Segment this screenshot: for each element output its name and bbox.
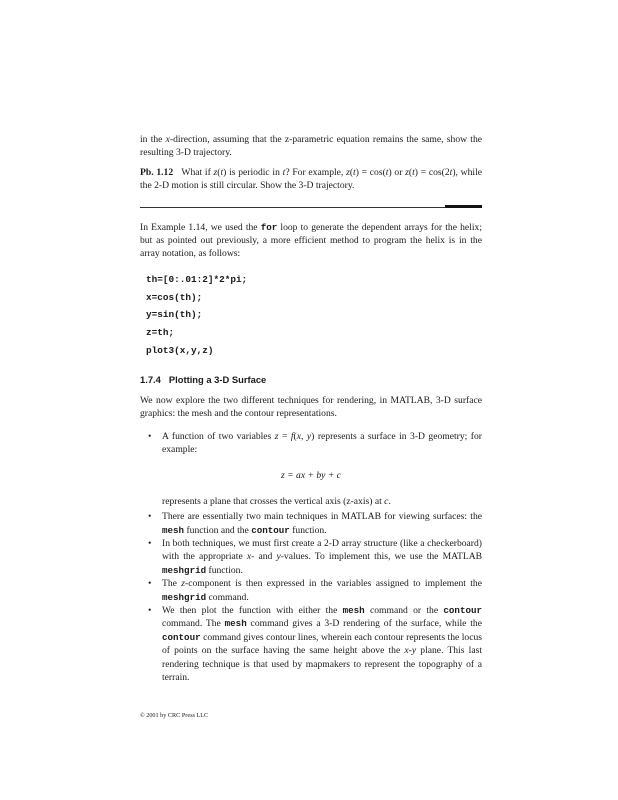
text-run: ) is periodic in [223,166,283,178]
text-run: , [301,430,307,442]
section-title: Plotting a 3-D Surface [168,374,267,386]
code-line: x=cos(th); [146,291,203,303]
bullet-icon: • [148,605,152,617]
section-heading [140,373,482,386]
list-item [140,577,482,604]
code-line: th=[0:.01:2]*2*pi; [146,273,248,285]
math-var: t [449,166,453,178]
math-var: c [384,495,389,507]
code-keyword: contour [162,631,201,643]
code-keyword: meshgrid [162,591,207,603]
text-run: function and the [184,524,252,536]
text-run: ) = cos( [355,166,386,178]
text-run: A function of two variables [162,430,275,442]
bullet-list [140,430,482,457]
math-var: x [296,430,302,442]
math-var: y [306,430,312,442]
bullet-icon: • [148,511,152,523]
code-keyword: for [260,221,278,233]
math-var: x-y [404,645,417,657]
text-run: ( [408,166,413,178]
text-run: = [278,430,291,442]
text-run: command. [206,591,249,603]
math-var: t [385,166,389,178]
code-keyword: contour [443,605,483,617]
math-var: z [181,578,185,590]
text-run: - and [251,551,277,563]
text-run: What if [181,166,214,178]
list-item [140,510,482,537]
section-number: 1.7.4 [140,374,161,386]
section-intro: We now explore the two different techniques for rendering, in MATLAB, 3-D surface graphics: the mesh and the contour representations. [140,394,482,420]
intro-paragraph [140,133,482,160]
math-var: x [165,134,170,145]
math-var: z [274,430,279,442]
text-run: -values. To implement this, we use the MATLAB [280,551,483,563]
text-run: -direction, assuming that the z-parametric equation remains the same, show the resulting 3-D trajectory. [140,134,482,159]
list-item [140,537,482,577]
code-keyword: contour [251,524,290,536]
equation-explanation [140,495,482,508]
code-keyword: mesh [224,618,247,630]
text-run: ? For example, [285,166,347,178]
text-run: ( [217,166,221,178]
text-run: function. [206,564,243,576]
divider-line [140,207,482,208]
text-run: . [388,495,391,507]
text-run: There are essentially two main techniques in MATLAB for viewing surfaces: the [162,511,482,523]
bullet-icon: • [148,538,152,550]
math-var: z [346,166,350,178]
code-keyword: mesh [162,524,185,536]
text-run: In both techniques, we must first create a 2-D array structure (like a checkerboard) with the appropriate [162,538,482,563]
text-run: command. The [162,618,225,630]
page-body [140,133,482,684]
math-var: t [353,166,356,178]
text-run: -component is then expressed in the variables assigned to implement the [185,578,482,590]
bullet-icon: • [148,430,152,442]
example-paragraph [140,221,482,261]
code-keyword: mesh [342,605,365,617]
text-run: The [162,578,182,590]
code-line: z=th; [146,326,175,338]
math-var: t [412,166,415,178]
text-run: ) or [388,166,406,178]
text-run: function. [289,524,327,536]
text-run: loop to generate the dependent arrays for the helix; but as pointed out previously, a more efficient method to program the helix is in the array notation, as follows: [140,221,482,260]
text-run: ), while the 2-D motion is still circular. Show the 3-D trajectory. [140,166,482,192]
problem-label: Pb. 1.12 [140,166,174,178]
text-run: ( [349,166,354,178]
math-var: t [220,166,224,178]
equation: z = ax + by + c [281,470,341,482]
math-var: z [213,166,218,178]
section-divider [140,201,482,211]
text-run: ) represents a surface in 3-D geometry; for example: [162,430,482,455]
list-item [140,430,482,457]
text-run: command gives contour lines, wherein each contour represents the locus of points on the surface having the same height above the [162,631,482,657]
code-block [146,271,482,360]
divider-end-bar [445,205,482,209]
math-var: f [290,430,294,442]
list-item [140,604,482,684]
text-run: in the [140,134,166,145]
text-run: We then plot the function with either the [162,605,343,617]
text-run: command gives a 3-D rendering of the surface, while the [246,618,482,630]
math-var: y [276,551,281,563]
text-run: In Example 1.14, we used the [140,221,261,233]
code-line: y=sin(th); [146,309,203,321]
text-run: ) = cos(2 [414,166,450,178]
math-var: x [246,551,252,563]
code-keyword: meshgrid [162,564,207,576]
text-run: ( [293,430,297,442]
text-run: plane. This last rendering technique is that used by mapmakers to represent the topography of a terrain. [162,645,482,684]
bullet-icon: • [148,578,152,590]
code-line: plot3(x,y,z) [146,344,214,356]
problem-1-12 [140,166,482,193]
copyright-footer: © 2001 by CRC Press LLC [140,712,209,719]
bullet-list [140,510,482,684]
math-var: t [282,166,286,178]
math-var: z [405,166,409,178]
text-run: command or the [364,605,444,617]
text-run: represents a plane that crosses the vertical axis (z-axis) at [162,495,385,507]
